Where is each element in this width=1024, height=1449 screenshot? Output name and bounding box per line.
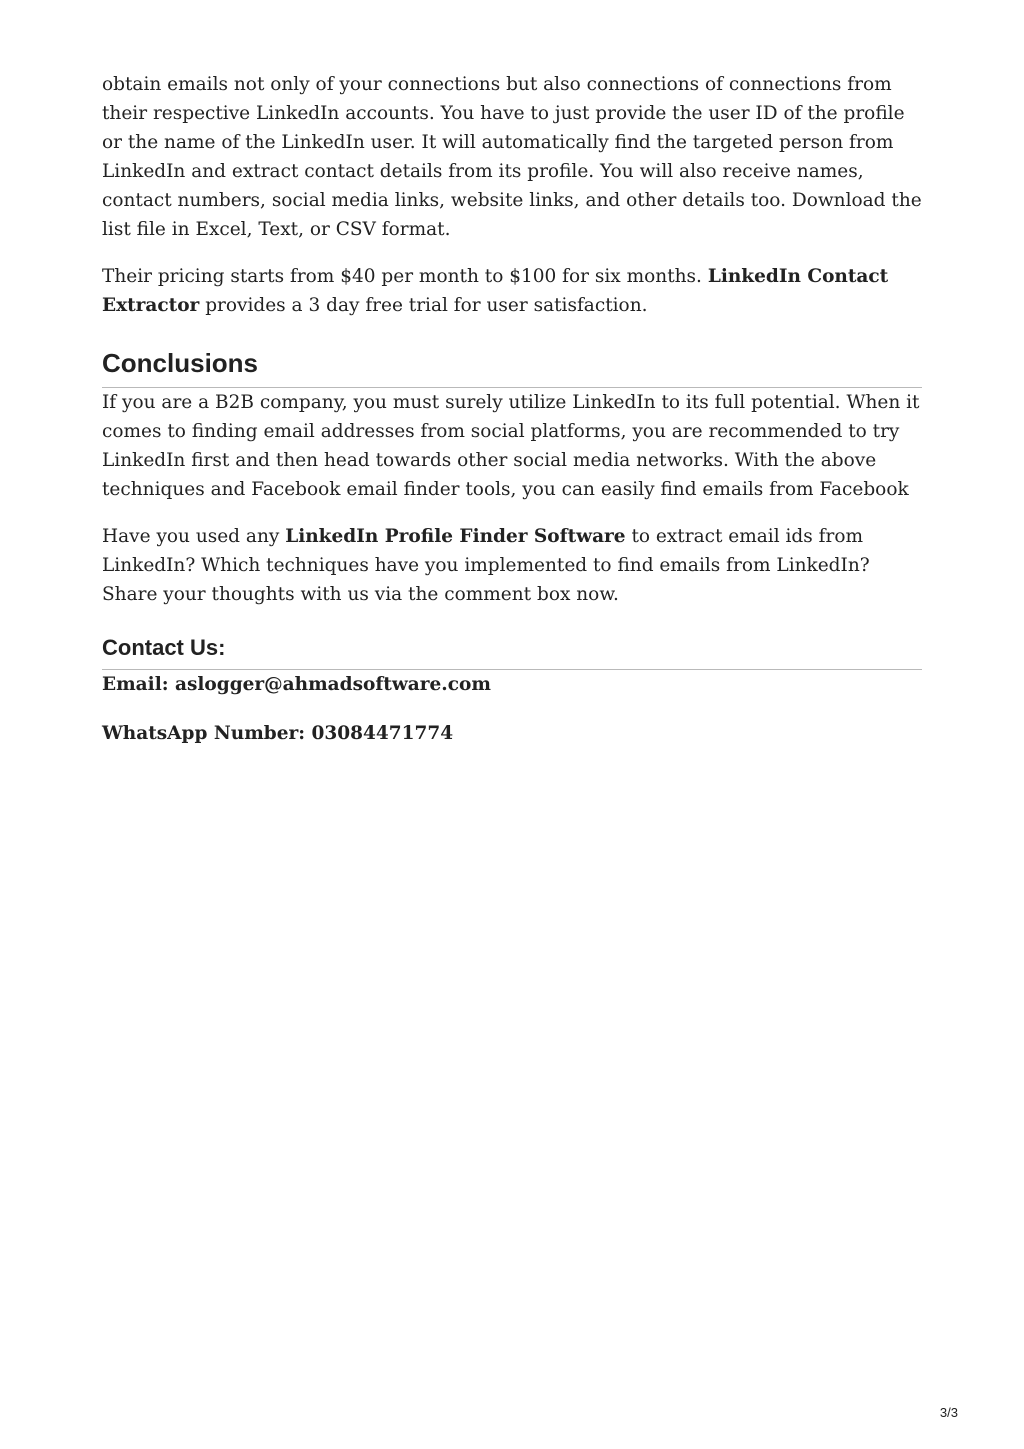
question-paragraph xyxy=(102,522,922,609)
product-name-bold: LinkedIn Contact Extractor xyxy=(102,266,889,316)
conclusions-heading: Conclusions xyxy=(102,348,922,388)
contact-whatsapp: WhatsApp Number: 03084471774 xyxy=(102,723,454,744)
document-page xyxy=(102,70,922,768)
intro-paragraph xyxy=(102,70,922,244)
question-text-start: Have you used any xyxy=(102,526,286,547)
pricing-paragraph xyxy=(102,262,922,320)
conclusions-paragraph xyxy=(102,388,922,504)
contact-heading: Contact Us: xyxy=(102,635,922,670)
pricing-text-start: Their pricing starts from $40 per month to $100 for six months. xyxy=(102,266,708,287)
page-indicator: 3/3 xyxy=(939,1405,958,1420)
intro-paragraph-text: obtain emails not only of your connections but also connections of connections from their respective LinkedIn accounts. You have to just provide the user ID of the profile or the name of the LinkedIn user. It will automatically find the targeted person from LinkedIn and extract contact details from its profile. You will also receive names, contact numbers, social media links, website links, and other details too. Download the list file in Excel, Text, or CSV format. xyxy=(102,74,922,240)
conclusions-paragraph-text: If you are a B2B company, you must surely utilize LinkedIn to its full potential. When it comes to finding email addresses from social platforms, you are recommended to try LinkedIn first and then head towards other social media networks. With the above techniques and Facebook email finder tools, you can easily find emails from Facebook xyxy=(102,392,920,500)
pricing-text-end: provides a 3 day free trial for user satisfaction. xyxy=(199,295,648,316)
software-name-bold: LinkedIn Profile Finder Software xyxy=(285,526,626,547)
contact-email: Email: aslogger@ahmadsoftware.com xyxy=(102,674,491,695)
question-text-end: to extract email ids from LinkedIn? Which techniques have you implemented to find emails from LinkedIn? Share your thoughts with us via the comment box now. xyxy=(102,526,870,605)
